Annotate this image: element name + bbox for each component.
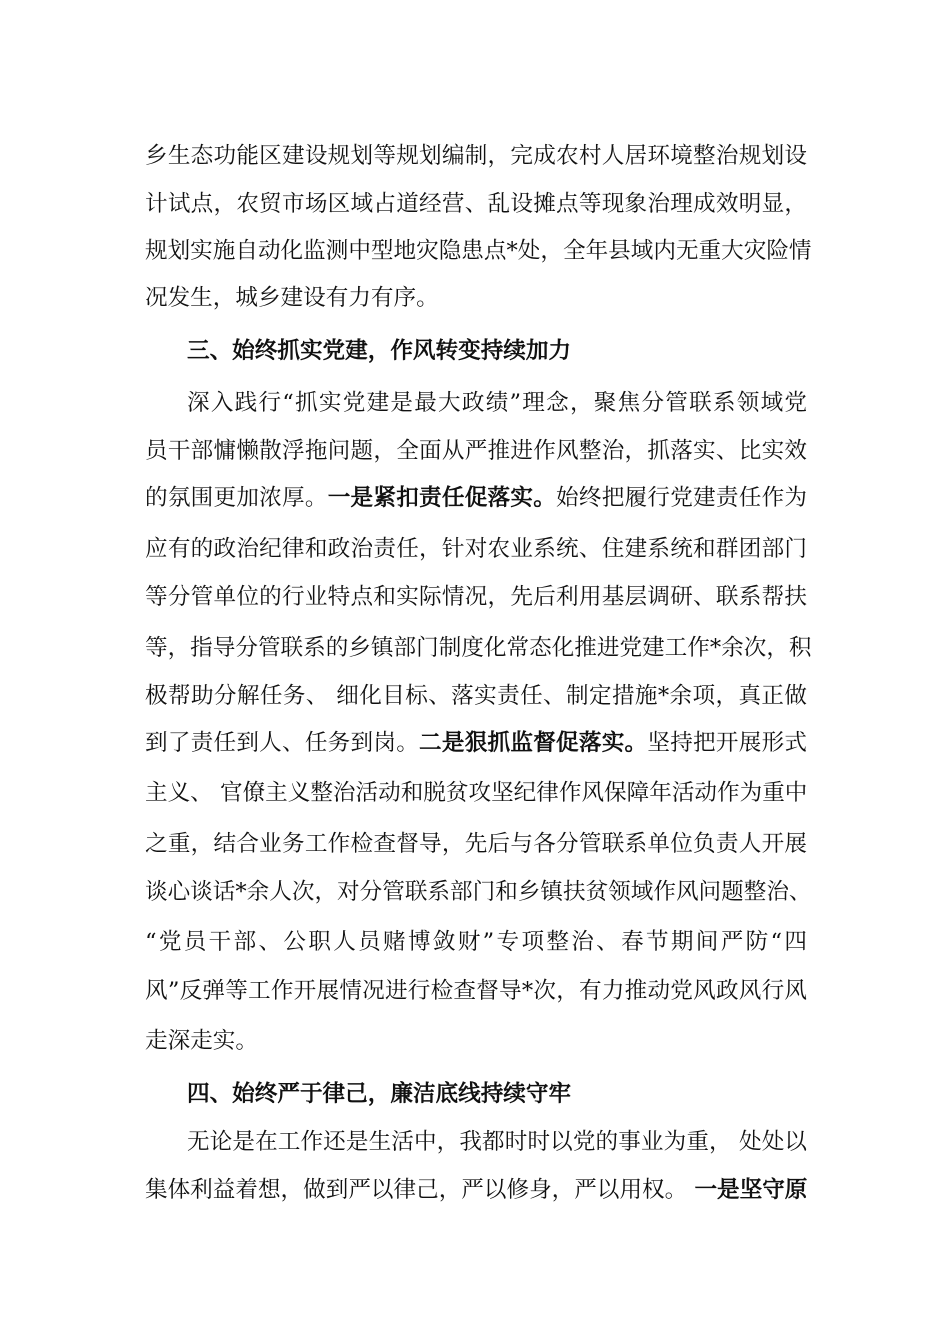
body-line: 之重，结合业务工作检查督导，先后与各分管联系单位负责人开展 [145,831,807,857]
body-line: 无论是在工作还是生活中，我都时时以党的事业为重， 处处以 [187,1129,807,1155]
bold-lead: 二是狠抓监督促落实。 [419,730,648,756]
body-line: 的氛围更加浓厚。一是紧扣责任促落实。始终把履行党建责任作为 [145,485,807,511]
body-line: 等分管单位的行业特点和实际情况，先后利用基层调研、联系帮扶 [145,584,807,610]
body-line: 风”反弹等工作开展情况进行检查督导*次，有力推动党风政风行风 [145,978,807,1004]
body-line: 计试点，农贸市场区域占道经营、乱设摊点等现象治理成效明显， [145,191,807,217]
body-line: 应有的政治纪律和政治责任，针对农业系统、住建系统和群团部门 [145,536,807,562]
body-line: 况发生，城乡建设有力有序。 [145,285,439,311]
body-line: 等，指导分管联系的乡镇部门制度化常态化推进党建工作*余次，积 [145,635,812,661]
body-line: 主义、 官僚主义整治活动和脱贫攻坚纪律作风保障年活动作为重中 [145,780,808,806]
body-line: 规划实施自动化监测中型地灾隐患点*处，全年县域内无重大灾险情 [145,238,812,264]
body-line: 极帮助分解任务、 细化目标、落实责任、制定措施*余项，真正做 [145,683,807,709]
body-line: 员干部慵懒散浮拖问题，全面从严推进作风整治，抓落实、比实效 [145,438,807,464]
bold-lead: 一是坚守原 [694,1177,808,1203]
body-line: 到了责任到人、任务到岗。二是狠抓监督促落实。坚持把开展形式 [145,730,807,756]
section-heading: 四、始终严于律己，廉洁底线持续守牢 [187,1081,572,1107]
section-heading: 三、始终抓实党建，作风转变持续加力 [187,338,572,364]
body-line: 谈心谈话*余人次，对分管联系部门和乡镇扶贫领域作风问题整治、 [145,879,812,905]
body-line: 深入践行“抓实党建是最大政绩”理念，聚焦分管联系领域党 [187,390,807,416]
body-line: 乡生态功能区建设规划等规划编制，完成农村人居环境整治规划设 [145,143,807,169]
body-line: 走深走实。 [145,1028,258,1054]
body-line: 集体利益着想，做到严以律己，严以修身，严以用权。 一是坚守原 [145,1177,808,1203]
bold-lead: 一是紧扣责任促落实。 [327,485,557,511]
body-line: “党员干部、公职人员赌博敛财”专项整治、春节期间严防“四 [145,929,807,955]
